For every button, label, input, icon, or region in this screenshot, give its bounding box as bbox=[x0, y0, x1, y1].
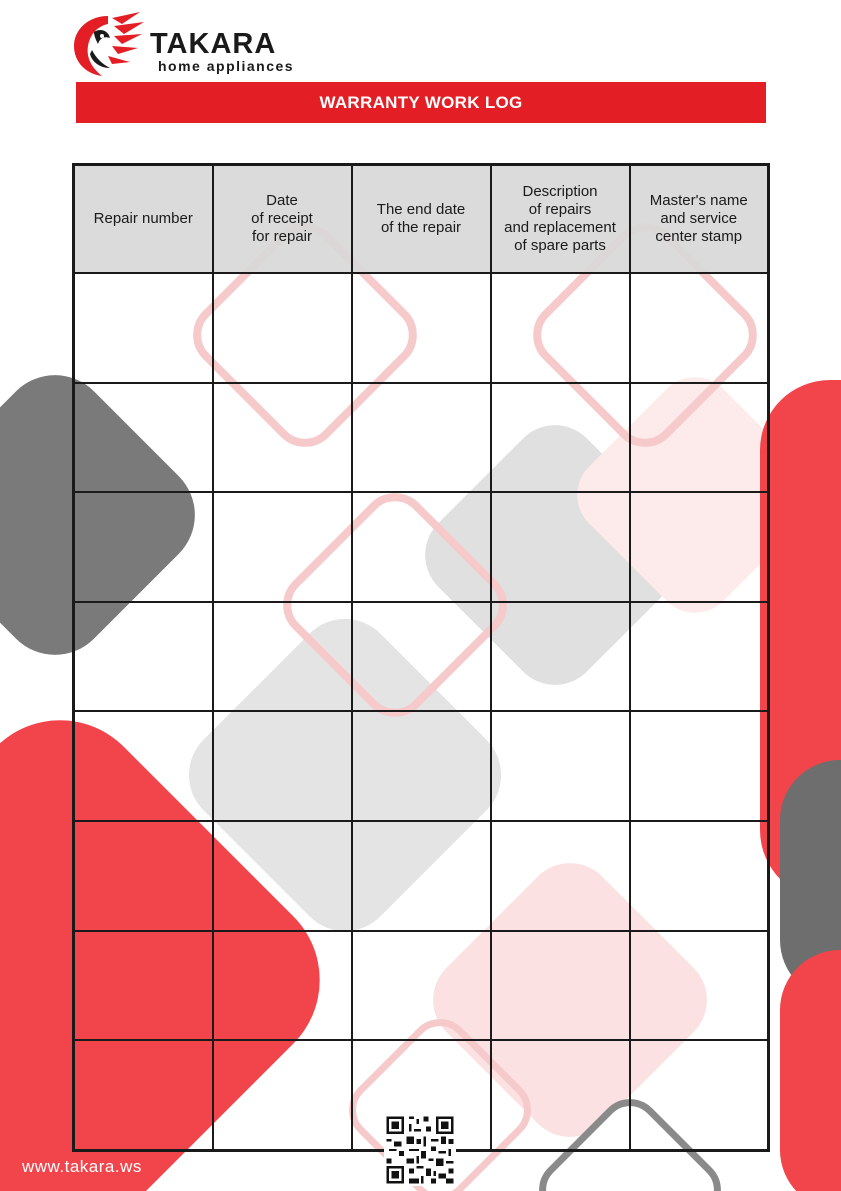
column-header-end-date: The end date of the repair bbox=[352, 165, 491, 274]
warranty-log-table bbox=[72, 163, 770, 1152]
table-cell[interactable] bbox=[630, 492, 769, 602]
table-cell[interactable] bbox=[74, 273, 213, 383]
table-cell[interactable] bbox=[74, 711, 213, 821]
table-cell[interactable] bbox=[74, 383, 213, 493]
table-row bbox=[74, 492, 769, 602]
table-cell[interactable] bbox=[630, 383, 769, 493]
table-cell[interactable] bbox=[630, 602, 769, 712]
column-header-master-stamp: Master's name and service center stamp bbox=[630, 165, 769, 274]
table-cell[interactable] bbox=[213, 492, 352, 602]
table-cell[interactable] bbox=[491, 821, 630, 931]
table-cell[interactable] bbox=[213, 821, 352, 931]
column-header-repair-number: Repair number bbox=[74, 165, 213, 274]
table-cell[interactable] bbox=[630, 1040, 769, 1150]
column-header-description: Description of repairs and replacement of spare parts bbox=[491, 165, 630, 274]
brand-logo bbox=[70, 10, 300, 80]
table-cell[interactable] bbox=[352, 273, 491, 383]
table-header-row bbox=[74, 165, 769, 274]
table-cell[interactable] bbox=[491, 383, 630, 493]
table-cell[interactable] bbox=[74, 821, 213, 931]
table-row bbox=[74, 383, 769, 493]
table-cell[interactable] bbox=[213, 931, 352, 1041]
table-cell[interactable] bbox=[630, 273, 769, 383]
table-cell[interactable] bbox=[74, 492, 213, 602]
table-cell[interactable] bbox=[352, 383, 491, 493]
table-cell[interactable] bbox=[630, 821, 769, 931]
page-title-banner bbox=[76, 82, 766, 123]
table-cell[interactable] bbox=[213, 602, 352, 712]
bg-shape bbox=[780, 950, 841, 1191]
table-row bbox=[74, 602, 769, 712]
table-cell[interactable] bbox=[74, 1040, 213, 1150]
table-cell[interactable] bbox=[491, 1040, 630, 1150]
eagle-wing-icon bbox=[70, 10, 146, 80]
table-cell[interactable] bbox=[213, 1040, 352, 1150]
table-cell[interactable] bbox=[491, 931, 630, 1041]
column-header-receipt-date: Date of receipt for repair bbox=[213, 165, 352, 274]
brand-name: TAKARA bbox=[150, 28, 277, 60]
brand-tagline: home appliances bbox=[158, 58, 295, 74]
table-cell[interactable] bbox=[491, 273, 630, 383]
table-cell[interactable] bbox=[352, 821, 491, 931]
page-title: WARRANTY WORK LOG bbox=[319, 92, 523, 112]
table-row bbox=[74, 821, 769, 931]
table-body bbox=[74, 273, 769, 1151]
table-row bbox=[74, 711, 769, 821]
table-cell[interactable] bbox=[491, 711, 630, 821]
table-row bbox=[74, 273, 769, 383]
table-cell[interactable] bbox=[213, 383, 352, 493]
table-cell[interactable] bbox=[352, 931, 491, 1041]
table-cell[interactable] bbox=[491, 492, 630, 602]
table-cell[interactable] bbox=[352, 711, 491, 821]
table-cell[interactable] bbox=[352, 492, 491, 602]
table-row bbox=[74, 931, 769, 1041]
table-cell[interactable] bbox=[630, 931, 769, 1041]
table-cell[interactable] bbox=[74, 931, 213, 1041]
table-cell[interactable] bbox=[213, 711, 352, 821]
table-cell[interactable] bbox=[74, 602, 213, 712]
table-cell[interactable] bbox=[352, 602, 491, 712]
table-cell[interactable] bbox=[630, 711, 769, 821]
table-cell[interactable] bbox=[491, 602, 630, 712]
table-cell[interactable] bbox=[213, 273, 352, 383]
website-link[interactable]: www.takara.ws bbox=[22, 1157, 142, 1176]
qr-code-icon bbox=[384, 1114, 456, 1186]
